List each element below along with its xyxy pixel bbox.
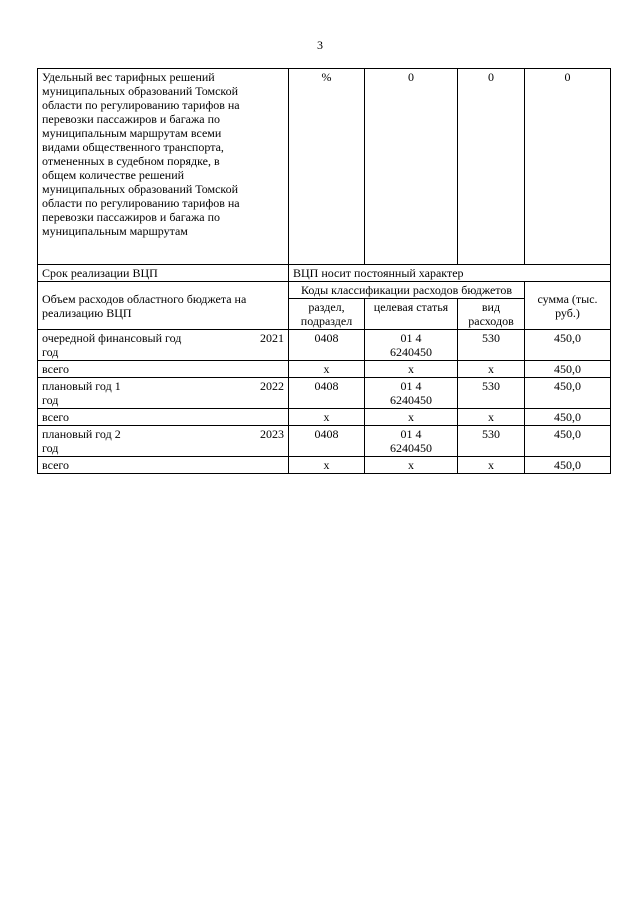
kind-cell: 530: [458, 378, 525, 409]
indicator-line: общем количестве решений: [42, 168, 185, 182]
section-cell: х: [289, 361, 365, 378]
target-line: 01 4: [400, 331, 422, 345]
sum-cell: 450,0: [525, 426, 611, 457]
target-header: целевая статья: [365, 299, 458, 330]
kind-cell: х: [458, 409, 525, 426]
kind-cell: 530: [458, 330, 525, 361]
section-cell: 0408: [289, 378, 365, 409]
term-row: [38, 265, 611, 282]
page-number: 3: [317, 38, 323, 52]
indicator-unit: %: [289, 69, 365, 265]
target-line: 01 4: [400, 379, 422, 393]
target-cell: х: [365, 409, 458, 426]
expense-row: [38, 330, 611, 361]
indicator-line: перевозки пассажиров и багажа по: [42, 210, 221, 224]
kind-header: вид расходов: [458, 299, 525, 330]
target-cell: [365, 378, 458, 409]
indicator-line: муниципальных образований Томской: [42, 84, 239, 98]
period-label-cont: год: [42, 345, 59, 359]
period-label-cont: год: [42, 393, 59, 407]
target-cell: [365, 426, 458, 457]
section-cell: 0408: [289, 330, 365, 361]
indicator-row: [38, 69, 611, 265]
expense-row-label: [38, 378, 289, 409]
indicator-text: [38, 69, 289, 265]
kind-cell: х: [458, 457, 525, 474]
total-row: [38, 361, 611, 378]
sum-cell: 450,0: [525, 378, 611, 409]
section-cell: х: [289, 409, 365, 426]
period-year: 2021: [260, 331, 284, 345]
indicator-line: перевозки пассажиров и багажа по: [42, 112, 221, 126]
indicator-line: области по регулированию тарифов на: [42, 196, 240, 210]
term-value: ВЦП носит постоянный характер: [289, 265, 611, 282]
expense-row-label: [38, 330, 289, 361]
indicator-line: отмененных в судебном порядке, в: [42, 154, 220, 168]
target-line: 01 4: [400, 427, 422, 441]
period-label: плановый год 2: [42, 427, 121, 441]
expenses-label: Объем расходов областного бюджета на реализацию ВЦП: [38, 282, 289, 330]
sum-cell: 450,0: [525, 361, 611, 378]
total-row: [38, 409, 611, 426]
indicator-line: муниципальных образований Томской: [42, 182, 239, 196]
target-line: 6240450: [390, 345, 432, 359]
indicator-line: области по регулированию тарифов на: [42, 98, 240, 112]
indicator-line: муниципальным маршрутам: [42, 224, 188, 238]
term-label: Срок реализации ВЦП: [38, 265, 289, 282]
period-label-cont: год: [42, 441, 59, 455]
expense-row: [38, 426, 611, 457]
period-label: очередной финансовый год: [42, 331, 182, 345]
period-label: плановый год 1: [42, 379, 121, 393]
indicator-line: муниципальным маршрутам всеми: [42, 126, 222, 140]
target-line: 6240450: [390, 441, 432, 455]
target-cell: [365, 330, 458, 361]
target-cell: х: [365, 457, 458, 474]
period-year: 2022: [260, 379, 284, 393]
kind-cell: х: [458, 361, 525, 378]
indicator-line: видами общественного транспорта,: [42, 140, 224, 154]
codes-header: Коды классификации расходов бюджетов: [289, 282, 525, 299]
expense-row: [38, 378, 611, 409]
total-label: всего: [38, 361, 289, 378]
indicator-value-3: 0: [525, 69, 611, 265]
expenses-header-row: [38, 282, 611, 299]
target-line: 6240450: [390, 393, 432, 407]
indicator-value-1: 0: [365, 69, 458, 265]
period-year: 2023: [260, 427, 284, 441]
total-row: [38, 457, 611, 474]
sum-header: сумма (тыс. руб.): [525, 282, 611, 330]
sum-cell: 450,0: [525, 457, 611, 474]
section-header: раздел, подраздел: [289, 299, 365, 330]
sum-cell: 450,0: [525, 409, 611, 426]
indicator-line: Удельный вес тарифных решений: [42, 70, 215, 84]
section-cell: х: [289, 457, 365, 474]
expense-row-label: [38, 426, 289, 457]
program-table: [37, 68, 611, 474]
sum-cell: 450,0: [525, 330, 611, 361]
indicator-value-2: 0: [458, 69, 525, 265]
section-cell: 0408: [289, 426, 365, 457]
total-label: всего: [38, 409, 289, 426]
kind-cell: 530: [458, 426, 525, 457]
target-cell: х: [365, 361, 458, 378]
total-label: всего: [38, 457, 289, 474]
